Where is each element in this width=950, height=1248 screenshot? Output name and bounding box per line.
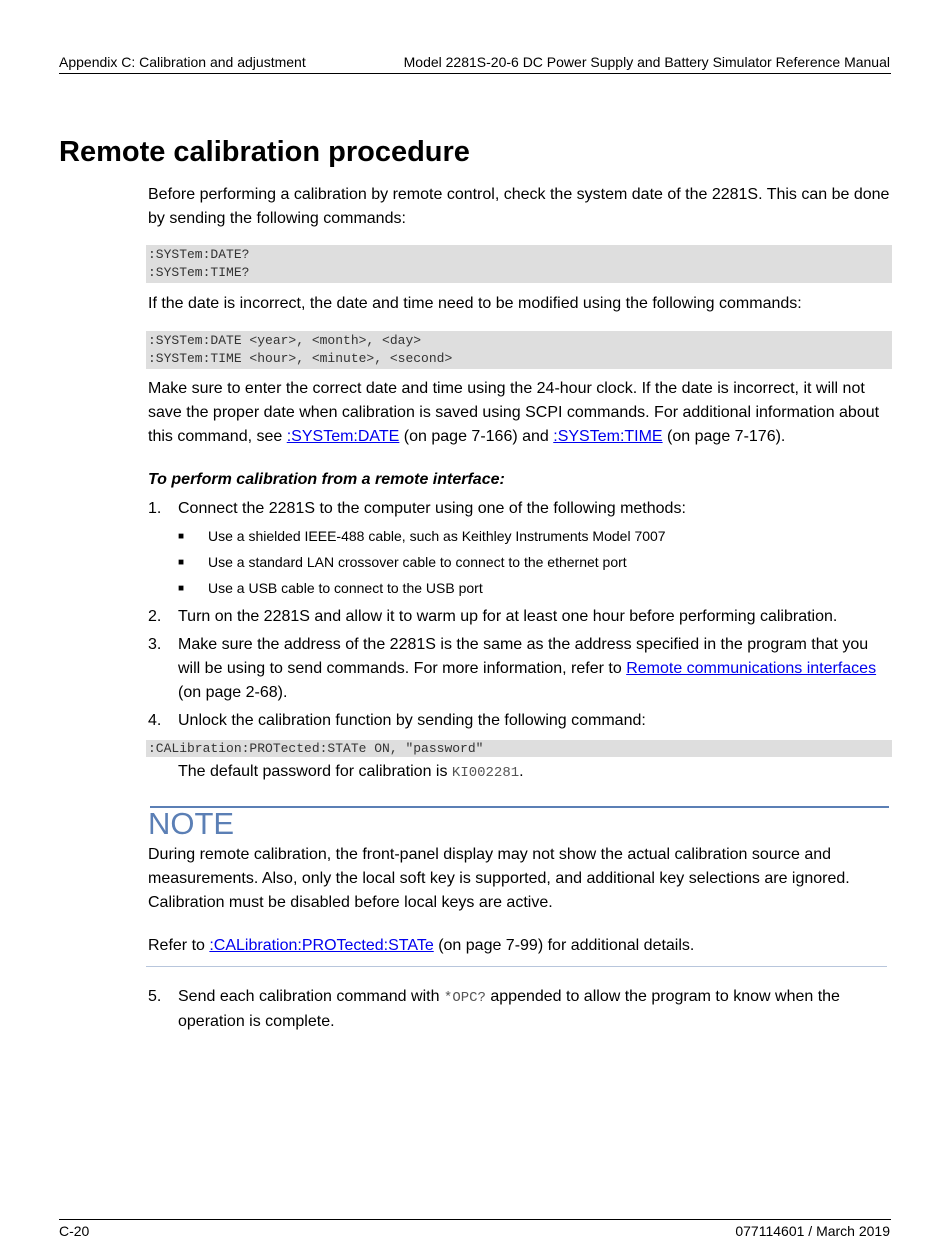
document-number: 077114601 / March 2019 bbox=[735, 1223, 890, 1239]
bullet-item: Use a USB cable to connect to the USB port bbox=[208, 580, 483, 596]
bullet-icon: ■ bbox=[178, 557, 185, 568]
text: (on page 7-99) for additional details. bbox=[433, 937, 695, 954]
date-paragraph: If the date is incorrect, the date and time need to be modified using the following commands: bbox=[148, 295, 802, 312]
bullet-icon: ■ bbox=[178, 583, 185, 594]
header-section: Appendix C: Calibration and adjustment bbox=[59, 54, 306, 70]
bullet-item: Use a shielded IEEE-488 cable, such as Keithley Instruments Model 7007 bbox=[208, 528, 666, 544]
step-text bbox=[178, 633, 893, 705]
code-line: :SYSTem:TIME? bbox=[148, 265, 250, 280]
text: The default password for calibration is bbox=[178, 763, 452, 780]
code-block-query bbox=[146, 245, 892, 283]
text: (on page 2-68). bbox=[178, 684, 288, 701]
step-text: Connect the 2281S to the computer using one of the following methods: bbox=[178, 500, 686, 517]
step-text: Unlock the calibration function by sending the following command: bbox=[178, 712, 646, 729]
opc-code: *OPC? bbox=[443, 990, 486, 1006]
step-number: 1. bbox=[148, 500, 162, 517]
text: appended to allow the program to know when the operation is complete. bbox=[178, 988, 840, 1030]
text: . bbox=[519, 763, 524, 780]
footer-rule bbox=[59, 1219, 891, 1220]
text: Make sure to enter the correct date and time using the 24-hour clock. If the date is incorrect, it will not save the proper date when calibration is saved using SCPI commands. For additional information about this command, see bbox=[148, 380, 880, 445]
step-text bbox=[178, 985, 893, 1034]
step-text: Turn on the 2281S and allow it to warm up for at least one hour before performing calibration. bbox=[178, 608, 838, 625]
note-bottom-rule bbox=[146, 966, 887, 967]
text: Refer to bbox=[148, 937, 210, 954]
header-rule bbox=[59, 73, 891, 74]
procedure-heading: To perform calibration from a remote interface: bbox=[148, 471, 505, 488]
code-line: :SYSTem:DATE? bbox=[148, 247, 250, 262]
page-number: C-20 bbox=[59, 1223, 90, 1239]
page-title: Remote calibration procedure bbox=[59, 136, 470, 168]
link-system-time[interactable]: :SYSTem:TIME bbox=[553, 428, 663, 445]
text: Make sure the address of the 2281S is the same as the address specified in the program that you will be using to send commands. For more information, refer to bbox=[178, 636, 869, 677]
bullet-icon: ■ bbox=[178, 531, 185, 542]
link-system-date[interactable]: :SYSTem:DATE bbox=[286, 428, 400, 445]
password-line bbox=[178, 760, 893, 785]
bullet-item: Use a standard LAN crossover cable to connect to the ethernet port bbox=[208, 554, 627, 570]
step-number: 2. bbox=[148, 608, 162, 625]
intro-paragraph: Before performing a calibration by remote control, check the system date of the 2281S. This can be done by sending the following commands: bbox=[148, 186, 890, 227]
text: (on page 7-166) and bbox=[399, 428, 554, 445]
clock-paragraph bbox=[148, 377, 893, 449]
note-top-rule bbox=[150, 806, 889, 808]
step-number: 3. bbox=[148, 636, 162, 653]
code-line: :SYSTem:DATE <year>, <month>, <day> bbox=[148, 333, 422, 348]
text: (on page 7-176). bbox=[662, 428, 786, 445]
code-block-unlock: :CALibration:PROTected:STATe ON, "password" bbox=[146, 740, 892, 757]
note-reference bbox=[148, 934, 893, 958]
code-block-set bbox=[146, 331, 892, 369]
link-calibration-protected-state[interactable]: :CALibration:PROTected:STATe bbox=[209, 937, 434, 954]
text: Send each calibration command with bbox=[178, 988, 444, 1005]
code-line: :SYSTem:TIME <hour>, <minute>, <second> bbox=[148, 351, 453, 366]
step-number: 5. bbox=[148, 988, 162, 1005]
note-title: NOTE bbox=[148, 806, 235, 841]
link-remote-communications[interactable]: Remote communications interfaces bbox=[626, 660, 877, 677]
password-code: KI002281 bbox=[451, 765, 520, 781]
header-manual-title: Model 2281S-20-6 DC Power Supply and Battery Simulator Reference Manual bbox=[403, 54, 890, 70]
step-number: 4. bbox=[148, 712, 162, 729]
note-text: During remote calibration, the front-panel display may not show the actual calibration source and measurements. Also, only the local soft key is supported, and additional key selections are ignored. Calibration must be disabled before local keys are active. bbox=[148, 846, 850, 911]
